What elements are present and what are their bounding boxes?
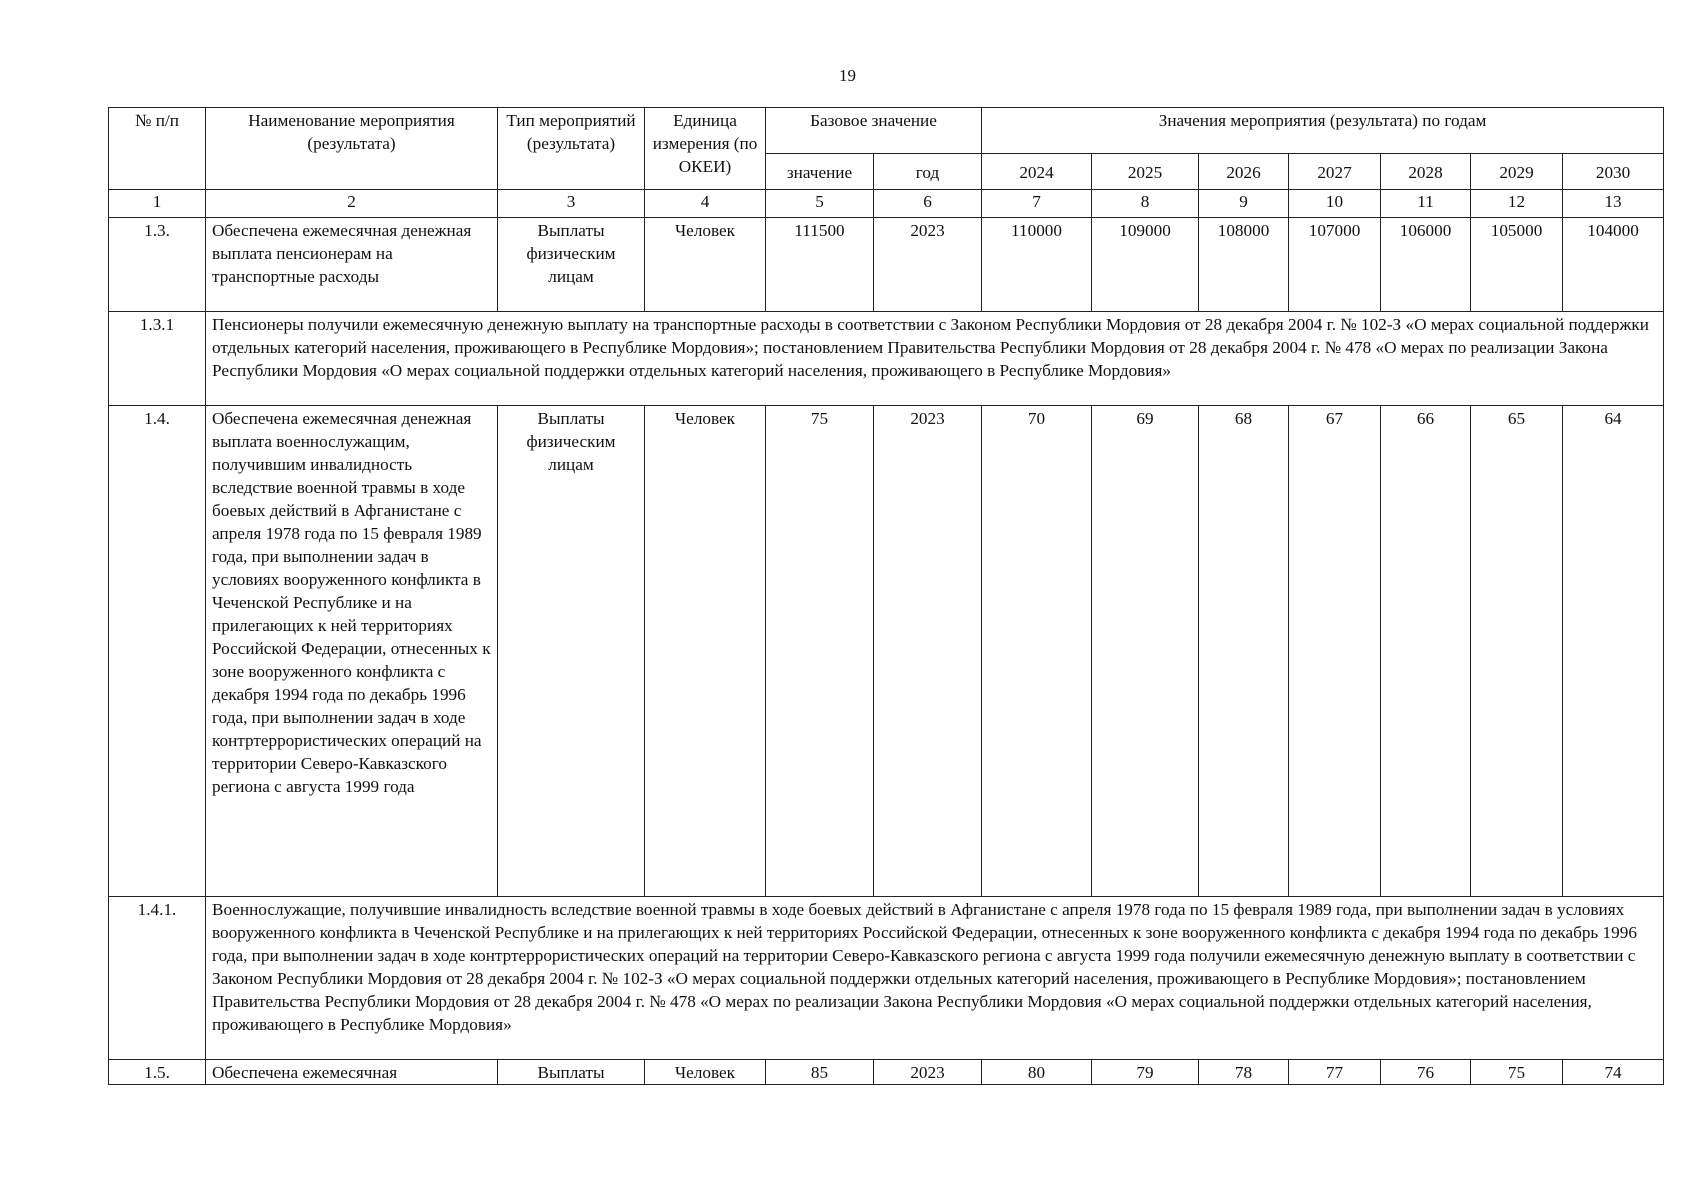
column-number: 5 bbox=[766, 190, 874, 218]
year-2027: 2027 bbox=[1289, 154, 1381, 190]
column-number: 9 bbox=[1199, 190, 1289, 218]
row-value-2027: 107000 bbox=[1289, 218, 1381, 312]
column-number: 10 bbox=[1289, 190, 1381, 218]
table-row bbox=[109, 406, 1664, 897]
row-base-year: 2023 bbox=[874, 1060, 982, 1085]
row-num: 1.4. bbox=[109, 406, 206, 897]
row-value-2024: 80 bbox=[982, 1060, 1092, 1085]
row-base-value: 75 bbox=[766, 406, 874, 897]
column-number: 12 bbox=[1471, 190, 1563, 218]
row-value-2027: 77 bbox=[1289, 1060, 1381, 1085]
row-name: Обеспечена ежемесячная денежная выплата пенсионерам на транспортные расходы bbox=[206, 218, 498, 312]
row-value-2025: 69 bbox=[1092, 406, 1199, 897]
subheader-value: значение bbox=[766, 154, 874, 190]
row-type: Выплаты физическим лицам bbox=[498, 218, 645, 312]
row-value-2027: 67 bbox=[1289, 406, 1381, 897]
year-2026: 2026 bbox=[1199, 154, 1289, 190]
row-num: 1.4.1. bbox=[109, 897, 206, 1060]
row-value-2024: 70 bbox=[982, 406, 1092, 897]
column-number: 8 bbox=[1092, 190, 1199, 218]
row-value-2029: 65 bbox=[1471, 406, 1563, 897]
row-value-2028: 76 bbox=[1381, 1060, 1471, 1085]
year-2024: 2024 bbox=[982, 154, 1092, 190]
row-num: 1.3. bbox=[109, 218, 206, 312]
header-type: Тип мероприятий (результата) bbox=[498, 108, 645, 190]
header-unit: Единица измерения (по ОКЕИ) bbox=[645, 108, 766, 190]
header-name: Наименование мероприятия (результата) bbox=[206, 108, 498, 190]
header-num: № п/п bbox=[109, 108, 206, 190]
year-2028: 2028 bbox=[1381, 154, 1471, 190]
header-base: Базовое значение bbox=[766, 108, 982, 154]
row-value-2030: 64 bbox=[1563, 406, 1664, 897]
table-row bbox=[109, 312, 1664, 406]
row-base-value: 111500 bbox=[766, 218, 874, 312]
row-base-value: 85 bbox=[766, 1060, 874, 1085]
year-2030: 2030 bbox=[1563, 154, 1664, 190]
row-unit: Человек bbox=[645, 406, 766, 897]
page-number: 19 bbox=[839, 66, 856, 85]
row-base-year: 2023 bbox=[874, 406, 982, 897]
header-row bbox=[109, 108, 1664, 154]
row-value-2030: 74 bbox=[1563, 1060, 1664, 1085]
column-number: 7 bbox=[982, 190, 1092, 218]
row-value-2028: 106000 bbox=[1381, 218, 1471, 312]
row-value-2026: 78 bbox=[1199, 1060, 1289, 1085]
row-unit: Человек bbox=[645, 218, 766, 312]
row-type: Выплаты bbox=[498, 1060, 645, 1085]
year-2029: 2029 bbox=[1471, 154, 1563, 190]
table-row bbox=[109, 1060, 1664, 1085]
table-row bbox=[109, 897, 1664, 1060]
row-value-2028: 66 bbox=[1381, 406, 1471, 897]
row-value-2030: 104000 bbox=[1563, 218, 1664, 312]
row-num: 1.3.1 bbox=[109, 312, 206, 406]
row-value-2029: 105000 bbox=[1471, 218, 1563, 312]
header-years: Значения мероприятия (результата) по годам bbox=[982, 108, 1664, 154]
column-number: 1 bbox=[109, 190, 206, 218]
column-number: 6 bbox=[874, 190, 982, 218]
row-value-2025: 109000 bbox=[1092, 218, 1199, 312]
row-value-2024: 110000 bbox=[982, 218, 1092, 312]
row-description: Пенсионеры получили ежемесячную денежную выплату на транспортные расходы в соответствии с Законом Республики Мордовия от 28 декабря 2004 г. № 102-З «О мерах социальной поддержки отдельных категорий населения, проживающего в Республике Мордовия»; постановлением Правительства Республики Мордовия от 28 декабря 2004 г. № 478 «О мерах по реализации Закона Республики Мордовия «О мерах социальной поддержки отдельных категорий населения, проживающего в Республике Мордовия» bbox=[206, 312, 1664, 406]
column-number: 3 bbox=[498, 190, 645, 218]
row-value-2025: 79 bbox=[1092, 1060, 1199, 1085]
row-value-2026: 108000 bbox=[1199, 218, 1289, 312]
row-unit: Человек bbox=[645, 1060, 766, 1085]
column-number: 2 bbox=[206, 190, 498, 218]
row-name: Обеспечена ежемесячная денежная выплата военнослужащим, получившим инвалидность вследствие военной травмы в ходе боевых действий в Афганистане с апреля 1978 года по 15 февраля 1989 года, при выполнении задач в условиях вооруженного конфликта в Чеченской Республике и на прилегающих к ней территориях Российской Федерации, отнесенных к зоне вооруженного конфликта с декабря 1994 года по декабрь 1996 года, при выполнении задач в ходе контртеррористических операций на территории Северо-Кавказского региона с августа 1999 года bbox=[206, 406, 498, 897]
column-number: 13 bbox=[1563, 190, 1664, 218]
row-value-2026: 68 bbox=[1199, 406, 1289, 897]
row-value-2029: 75 bbox=[1471, 1060, 1563, 1085]
column-number: 4 bbox=[645, 190, 766, 218]
results-table bbox=[108, 107, 1664, 1085]
subheader-year: год bbox=[874, 154, 982, 190]
column-number-row bbox=[109, 190, 1664, 218]
table-row bbox=[109, 218, 1664, 312]
row-description: Военнослужащие, получившие инвалидность вследствие военной травмы в ходе боевых действий в Афганистане с апреля 1978 года по 15 февраля 1989 года, при выполнении задач в условиях вооруженного конфликта в Чеченской Республике и на прилегающих к ней территориях Российской Федерации, отнесенных к зоне вооруженного конфликта с декабря 1994 года по декабрь 1996 года, при выполнении задач в ходе контртеррористических операций на территории Северо-Кавказского региона с августа 1999 года получили ежемесячную денежную выплату в соответствии с Законом Республики Мордовия от 28 декабря 2004 г. № 102-З «О мерах социальной поддержки отдельных категорий населения, проживающего в Республике Мордовия»; постановлением Правительства Республики Мордовия от 28 декабря 2004 г. № 478 «О мерах по реализации Закона Республики Мордовия «О мерах социальной поддержки отдельных категорий населения, проживающего в Республике Мордовия» bbox=[206, 897, 1664, 1060]
row-base-year: 2023 bbox=[874, 218, 982, 312]
year-2025: 2025 bbox=[1092, 154, 1199, 190]
column-number: 11 bbox=[1381, 190, 1471, 218]
row-name: Обеспечена ежемесячная bbox=[206, 1060, 498, 1085]
row-type: Выплаты физическим лицам bbox=[498, 406, 645, 897]
row-num: 1.5. bbox=[109, 1060, 206, 1085]
